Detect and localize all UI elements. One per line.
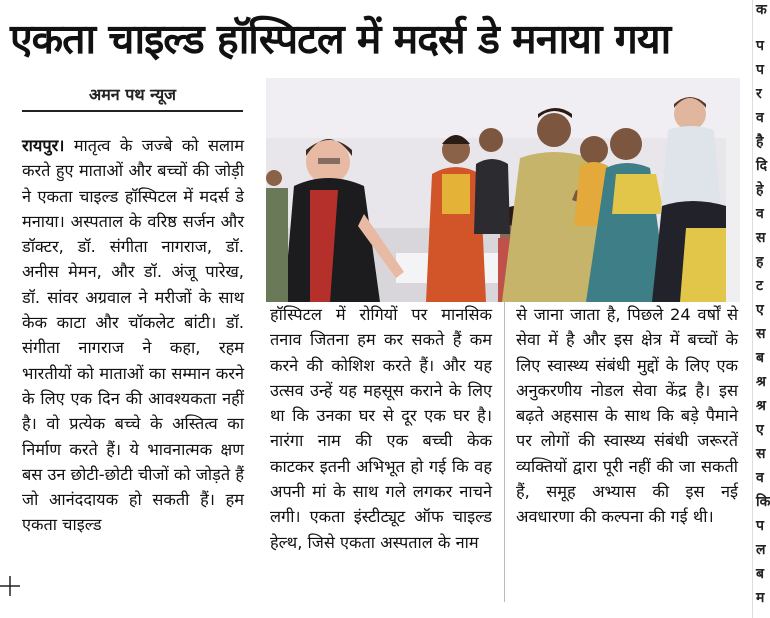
adjacent-fragment-char: स bbox=[756, 230, 766, 246]
adjacent-fragment-char: ए bbox=[756, 302, 764, 318]
adjacent-fragment-char: व bbox=[756, 110, 764, 126]
adjacent-fragment-char: ट bbox=[756, 278, 764, 294]
article-column-1 bbox=[22, 133, 244, 608]
adjacent-fragment-char: ल bbox=[756, 542, 766, 558]
adjacent-fragment-char: क bbox=[756, 2, 767, 18]
adjacent-fragment-char: है bbox=[756, 134, 764, 150]
adjacent-fragment-char: श्र bbox=[756, 374, 766, 390]
article-column-3: से जाना जाता है, पिछले 24 वर्षों से सेवा में है और इस क्षेत्र में बच्चों के लिए स्वास्थ्य संबंधी मुद्दों के लिए एक अनुकरणीय नोडल सेवा केंद्र है। इस बढ़ते अहसास के साथ कि बड़े पैमाने पर लोगों की स्वास्थ्य संबंधी जरूरतें व्यक्तियों द्वारा पूरी नहीं की जा सकती हैं, समूह अभ्यास की इस नई अवधारणा की कल्पना की गई थी। bbox=[516, 305, 738, 527]
adjacent-fragment-char: हे bbox=[756, 182, 764, 198]
article-column-2: हॉस्पिटल में रोगियों पर मानसिक तनाव जितना हम कर सकते हैं कम करने की कोशिश करते हैं। और यह उत्सव उन्हें यह महसूस कराने के लिए था कि उनका घर से दूर एक घर है। नारंगा नाम की एक बच्ची केक काटकर इतनी अभिभूत हो गई कि वह अपनी मां के साथ गले लगकर नाचने लगी। एकता इंस्टीट्यूट ऑफ चाइल्ड हेल्थ, जिसे एकता अस्पताल के नाम bbox=[270, 305, 492, 552]
adjacent-fragment-char: व bbox=[756, 470, 764, 486]
adjacent-fragment-char: म bbox=[756, 590, 765, 606]
adjacent-fragment-char: र bbox=[756, 86, 762, 102]
adjacent-fragment-char: ब bbox=[756, 566, 764, 582]
adjacent-fragment-char: प bbox=[756, 518, 764, 534]
adjacent-fragment-char: कि bbox=[756, 494, 770, 510]
event-photo bbox=[266, 78, 740, 302]
adjacent-fragment-char: ब bbox=[756, 350, 764, 366]
adjacent-article-fragment bbox=[752, 0, 769, 618]
adjacent-fragment-char: व bbox=[756, 206, 764, 222]
adjacent-fragment-char: ह bbox=[756, 254, 764, 270]
adjacent-fragment-char: दि bbox=[756, 158, 768, 174]
headline: एकता चाइल्ड हॉस्पिटल में मदर्स डे मनाया गया bbox=[10, 15, 671, 63]
dateline: रायपुर। bbox=[22, 136, 65, 155]
adjacent-fragment-char: प bbox=[756, 38, 764, 54]
adjacent-fragment-char: स bbox=[756, 446, 766, 462]
adjacent-fragment-char: स bbox=[756, 326, 766, 342]
adjacent-fragment-char: ए bbox=[756, 422, 764, 438]
adjacent-fragment-char: श्र bbox=[756, 398, 766, 414]
byline: अमन पथ न्यूज bbox=[22, 82, 243, 112]
crop-mark-icon bbox=[0, 576, 20, 596]
column-divider bbox=[504, 302, 505, 602]
adjacent-fragment-char: प bbox=[756, 62, 764, 78]
column-1-text: मातृत्व के जज्बे को सलाम करते हुए माताओं और बच्चों की जोड़ी ने एकता चाइल्ड हॉस्पिटल में मदर्स डे मनाया। अस्पताल के वरिष्ठ सर्जन और डॉक्टर, डॉ. संगीता नागराज, डॉ. अनीस मेमन, और डॉ. अंजू पारेख, डॉ. सांवर अग्रवाल ने मरीजों के साथ केक काटा और चॉकलेट बांटी। डॉ. संगीता नागराज ने कहा, रहम भारतीयों को माताओं का सम्मान करने के लिए एक दिन की आवश्यकता नहीं है। वो प्रत्येक बच्चे के अस्तित्व का निर्माण करते हैं। ये भावनात्मक क्षण बस उन छोटी-छोटी चीजों को जोड़ते हैं जो आनंददायक हो सकती हैं। हम एकता चाइल्ड bbox=[22, 136, 244, 535]
